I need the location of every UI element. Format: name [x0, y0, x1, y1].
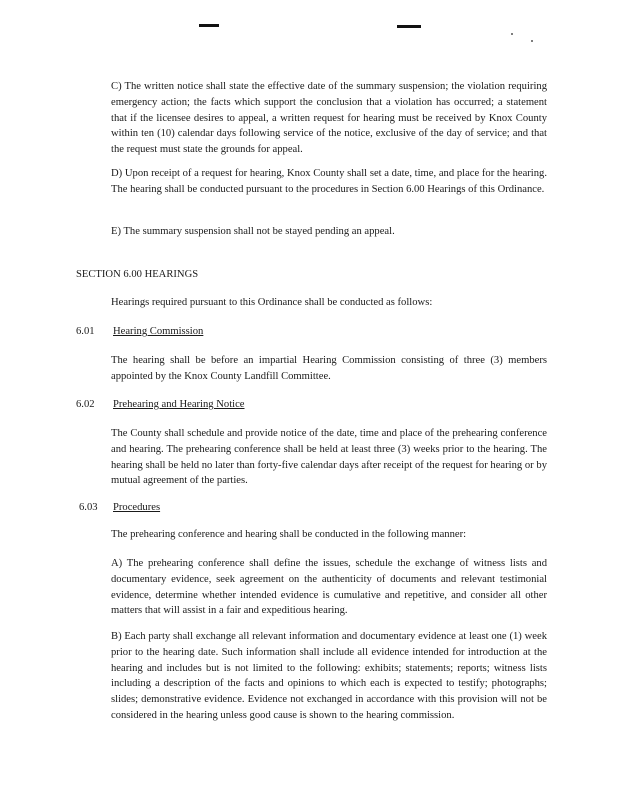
scan-speck: [511, 33, 513, 35]
paragraph-e-no-stay: E) The summary suspension shall not be stayed pending an appeal.: [111, 226, 395, 237]
subsection-title-prehearing-notice: Prehearing and Hearing Notice: [113, 399, 245, 410]
paragraph-procedures-intro: The prehearing conference and hearing shall be conducted in the following manner:: [111, 529, 467, 540]
paragraph-c-notice-contents: C) The written notice shall state the effective date of the summary suspension; the violation requiring emergency action; the facts which support the conclusion that a violation has occurred; a statement that if the licensee desires to appeal, a written request for hearing must be received by Knox County within ten (10) calendar days following service of the notice, exclusive of the day of service; and that the request must state the grounds for appeal.: [111, 81, 547, 156]
scan-speck: [531, 40, 533, 42]
subsection-number-6-03: 6.03: [79, 502, 98, 513]
scan-mark-right: [397, 25, 421, 28]
paragraph-hearing-commission: The hearing shall be before an impartial Hearing Commission consisting of three (3) members appointed by the Knox County Landfill Committee.: [111, 355, 547, 382]
subsection-number-6-02: 6.02: [76, 399, 95, 410]
section-intro: Hearings required pursuant to this Ordinance shall be conducted as follows:: [111, 297, 433, 308]
paragraph-b-evidence-exchange: B) Each party shall exchange all relevant information and documentary evidence at least one (1) week prior to the hearing date. Such information shall include all evidence intended for introduction at the hearing and includes but is not limited to the following: exhibits; statements; reports; witness lists including a description of the facts and opinions to which each is expected to testify; photographs; slides; demonstrative evidence. Evidence not exchanged in accordance with this provision will not be considered in the hearing unless good cause is shown to the hearing commission.: [111, 631, 547, 721]
subsection-title-hearing-commission: Hearing Commission: [113, 326, 204, 337]
section-heading: SECTION 6.00 HEARINGS: [76, 269, 199, 280]
scan-mark-left: [199, 24, 219, 27]
paragraph-d-hearing-request: D) Upon receipt of a request for hearing, Knox County shall set a date, time, and place for the hearing. The hearing shall be conducted pursuant to the procedures in Section 6.00 Hearings of this Ordinance.: [111, 168, 547, 195]
subsection-title-procedures: Procedures: [113, 502, 161, 513]
subsection-number-6-01: 6.01: [76, 326, 95, 337]
paragraph-prehearing-notice: The County shall schedule and provide notice of the date, time and place of the prehearing conference and hearing. The prehearing conference shall be held at least three (3) weeks prior to the hearing. The hearing shall be held no later than forty-five calendar days after receipt of the request for hearing or by mutual agreement of the parties.: [111, 428, 547, 487]
paragraph-a-prehearing-conference: A) The prehearing conference shall define the issues, schedule the exchange of witness lists and documentary evidence, seek agreement on the authenticity of documents and relevant testimonial evidence, determine whether intended evidence is cumulative and repetitive, and consider all other matters that will assist in a fair and expeditious hearing.: [111, 558, 547, 617]
